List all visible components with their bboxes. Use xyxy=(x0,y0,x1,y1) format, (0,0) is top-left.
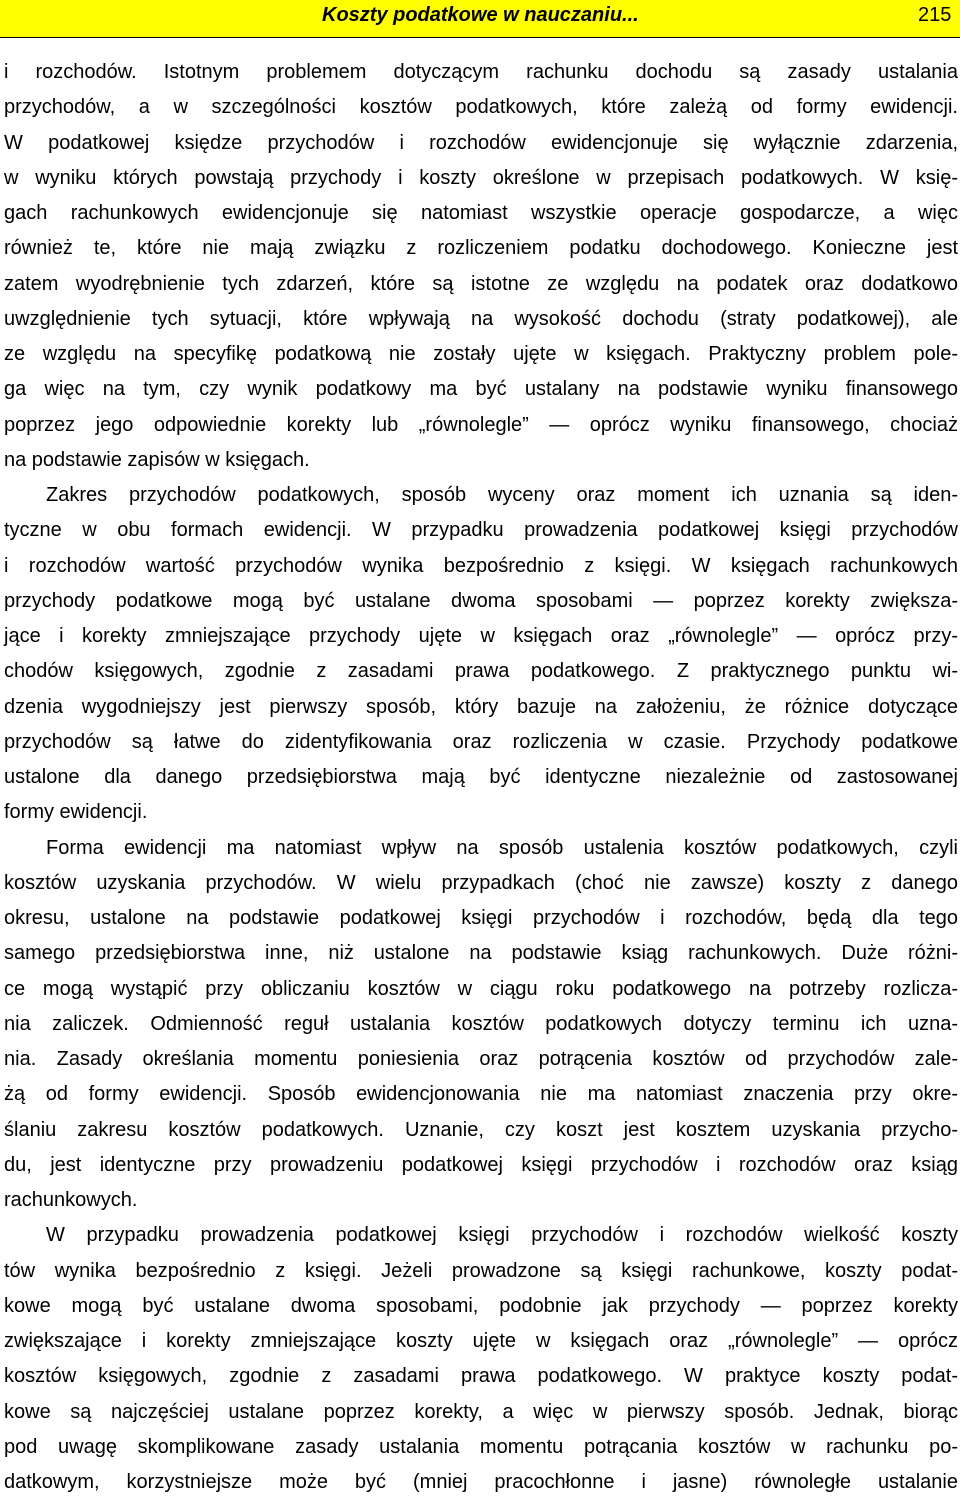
text-line: na podstawie zapisów w księgach. xyxy=(4,448,310,471)
text-line: gach rachunkowych ewidencjonuje się natomiast wszystkie operacje gospodarcze, a więc xyxy=(4,202,958,224)
text-line: kowe mogą być ustalane dwoma sposobami, podobnie jak przychody — poprzez korekty xyxy=(4,1294,958,1317)
text-line: ustalone dla danego przedsiębiorstwa mają być identyczne niezależnie od zastosowanej xyxy=(4,766,958,788)
page-number: 215 xyxy=(918,4,952,26)
text-line: żą od formy ewidencji. Sposób ewidencjonowania nie ma natomiast znaczenia przy okre- xyxy=(4,1083,958,1106)
text-line: uwzględnienie tych sytuacji, które wpływają na wysokość dochodu (straty podatkowej), ale xyxy=(4,307,958,330)
text-line: kowe są najczęściej ustalane poprzez korekty, a więc w pierwszy sposób. Jednak, biorąc xyxy=(4,1400,958,1423)
text-line: poprzez jego odpowiednie korekty lub „równolegle” — oprócz wyniku finansowego, chociaż xyxy=(4,413,958,436)
text-line: W przypadku prowadzenia podatkowej księgi przychodów i rozchodów wielkość koszty xyxy=(46,1224,958,1247)
text-line: kosztów uzyskania przychodów. W wielu przypadkach (choć nie zawsze) koszty z danego xyxy=(4,871,958,894)
text-line: ze względu na specyfikę podatkową nie zostały ujęte w księgach. Praktyczny problem pole- xyxy=(4,343,958,365)
running-header-title: Koszty podatkowe w nauczaniu... xyxy=(322,4,639,26)
text-line: chodów księgowych, zgodnie z zasadami prawa podatkowego. Z praktycznego punktu wi- xyxy=(4,660,958,683)
text-line: przychodów są łatwe do zidentyfikowania oraz rozliczenia w czasie. Przychody podatkowe xyxy=(4,730,958,753)
text-line: pod uwagę skomplikowane zasady ustalania momentu potrącania kosztów w rachunku po- xyxy=(4,1435,958,1458)
text-line: tyczne w obu formach ewidencji. W przypadku prowadzenia podatkowej księgi przychodów xyxy=(4,519,958,542)
text-line: dzenia wygodniejszy jest pierwszy sposób, który bazuje na założeniu, że różnice dotyczące xyxy=(4,695,958,718)
text-line: jące i korekty zmniejszające przychody ujęte w księgach oraz „równolegle” — oprócz przy- xyxy=(4,625,958,647)
text-line: nia. Zasady określania momentu poniesienia oraz potrącenia kosztów od przychodów zale- xyxy=(4,1048,958,1070)
text-line: w wyniku których powstają przychody i koszty określone w przepisach podatkowych. W księ- xyxy=(4,166,958,189)
running-header xyxy=(0,0,960,38)
text-line: przychodów, a w szczególności kosztów podatkowych, które zależą od formy ewidencji. xyxy=(4,96,958,119)
text-line: kosztów księgowych, zgodnie z zasadami prawa podatkowego. W praktyce koszty podat- xyxy=(4,1365,958,1388)
body-text xyxy=(4,55,958,1500)
text-line: również te, które nie mają związku z rozliczeniem podatku dochodowego. Konieczne jest xyxy=(4,237,958,260)
text-line: datkowym, korzystniejsze może być (mniej pracochłonne i jasne) równoległe ustalanie xyxy=(4,1471,958,1493)
text-line: zatem wyodrębnienie tych zdarzeń, które są istotne ze względu na podatek oraz dodatkowo xyxy=(4,272,958,295)
text-line: ga więc na tym, czy wynik podatkowy ma być ustalany na podstawie wyniku finansowego xyxy=(4,378,958,401)
text-line: Zakres przychodów podatkowych, sposób wyceny oraz moment ich uznania są iden- xyxy=(46,484,958,506)
text-line: du, jest identyczne przy prowadzeniu podatkowej księgi przychodów i rozchodów oraz ksiąg xyxy=(4,1153,958,1176)
text-line: formy ewidencji. xyxy=(4,801,148,824)
text-line: przychody podatkowe mogą być ustalane dwoma sposobami — poprzez korekty zwiększa- xyxy=(4,589,958,612)
text-line: i rozchodów wartość przychodów wynika bezpośrednio z księgi. W księgach rachunkowych xyxy=(4,554,958,577)
text-line: rachunkowych. xyxy=(4,1189,138,1211)
text-line: W podatkowej księdze przychodów i rozchodów ewidencjonuje się wyłącznie zdarzenia, xyxy=(4,131,958,154)
text-line: zwiększające i korekty zmniejszające koszty ujęte w księgach oraz „równolegle” — oprócz xyxy=(4,1330,958,1352)
text-line: ślaniu zakresu kosztów podatkowych. Uznanie, czy koszt jest kosztem uzyskania przycho- xyxy=(4,1118,958,1141)
text-line: Forma ewidencji ma natomiast wpływ na sposób ustalenia kosztów podatkowych, czyli xyxy=(46,836,958,859)
text-line: nia zaliczek. Odmienność reguł ustalania kosztów podatkowych dotyczy terminu ich uzna- xyxy=(4,1012,958,1035)
text-line: tów wynika bezpośrednio z księgi. Jeżeli prowadzone są księgi rachunkowe, koszty podat- xyxy=(4,1259,958,1282)
text-line: okresu, ustalone na podstawie podatkowej księgi przychodów i rozchodów, będą dla tego xyxy=(4,907,958,929)
text-line: ce mogą wystąpić przy obliczaniu kosztów w ciągu roku podatkowego na potrzeby rozlicza- xyxy=(4,977,958,1000)
text-line: i rozchodów. Istotnym problemem dotyczącym rachunku dochodu są zasady ustalania xyxy=(4,61,958,83)
text-line: samego przedsiębiorstwa inne, niż ustalone na podstawie ksiąg rachunkowych. Duże różni- xyxy=(4,942,958,965)
